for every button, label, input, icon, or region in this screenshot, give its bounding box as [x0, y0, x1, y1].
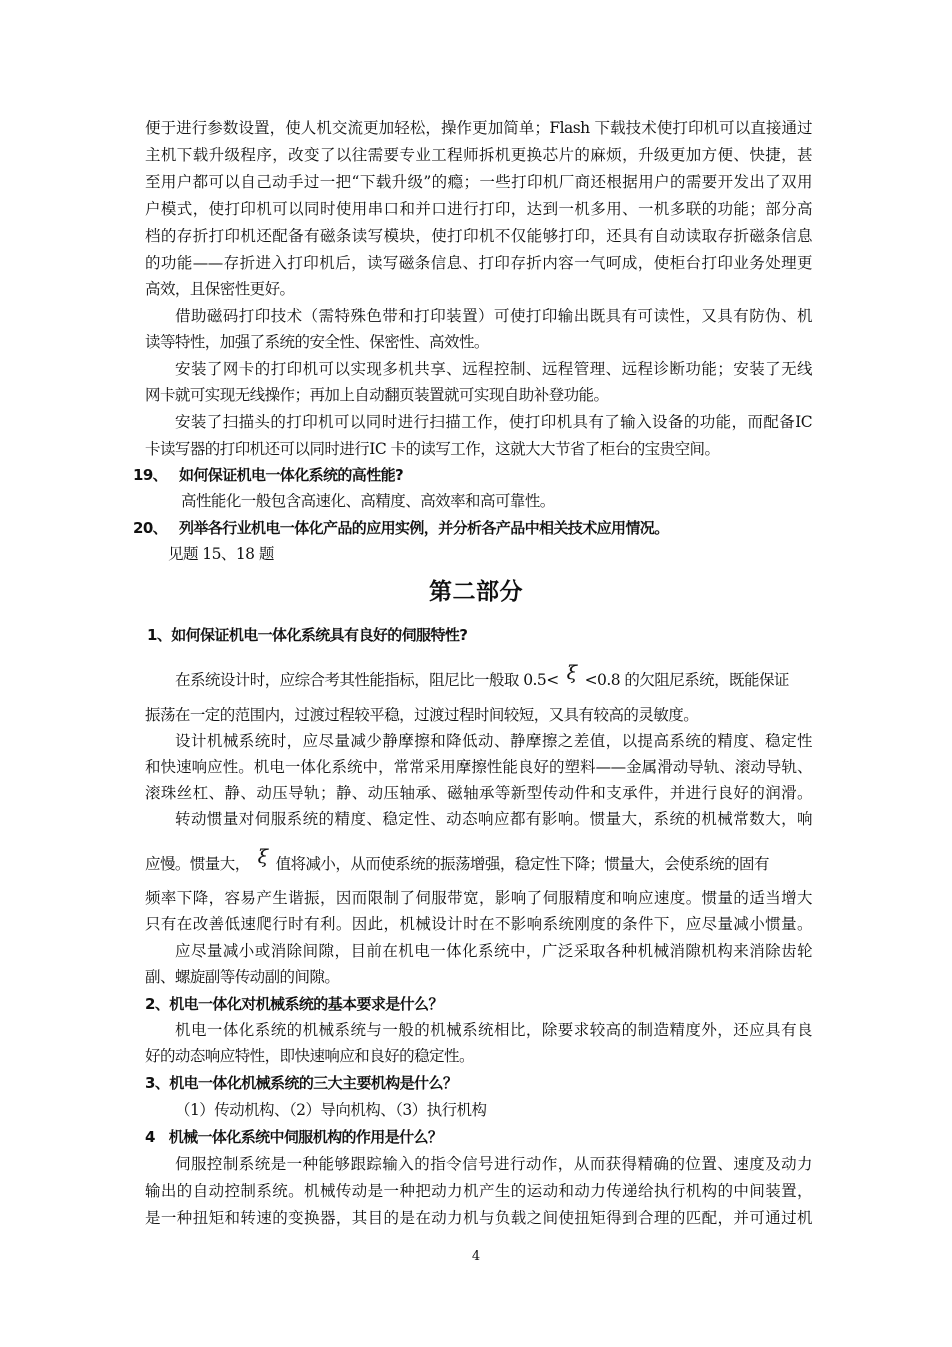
- text-line: 借助磁码打印技术（需特殊色带和打印装置）可使打印输出既具有可读性，又具有防伪、机: [175, 307, 812, 325]
- text-line: 机电一体化系统的机械系统与一般的机械系统相比，除要求较高的制造精度外，还应具有良: [175, 1021, 812, 1039]
- text-line: [175, 662, 812, 696]
- text-line: 转动惯量对伺服系统的精度、稳定性、动态响应都有影响。惯量大，系统的机械常数大，响: [175, 810, 812, 828]
- text-line: 至用户都可以自己动手过一把“下载升级”的瘾；一些打印机厂商还根据用户的需要开发出了双用: [145, 173, 812, 191]
- text-line: 设计机械系统时，应尽量减少静摩擦和降低动、静摩擦之差值，以提高系统的精度、稳定性: [175, 732, 812, 750]
- text-line: 便于进行参数设置，使人机交流更加轻松，操作更加简单；Flash 下载技术使打印机可以直接通过: [145, 119, 812, 137]
- answer-19: 高性能化一般包含高速化、高精度、高效率和高可靠性。: [181, 492, 555, 510]
- text-line: 安装了网卡的打印机可以实现多机共享、远程控制、远程管理、远程诊断功能；安装了无线: [175, 360, 812, 378]
- section-2-question: 2、机电一体化对机械系统的基本要求是什么？: [145, 995, 443, 1013]
- section-1-question: 1、如何保证机电一体化系统具有良好的伺服特性?: [147, 626, 468, 644]
- text-line: 户模式，使打印机可以同时使用串口和并口进行打印，达到一机多用、一机多联的功能；部分高: [145, 200, 812, 218]
- answer-3: （1）传动机构、（2）导向机构、（3）执行机构: [175, 1101, 487, 1119]
- text-line: 和快速响应性。机电一体化系统中，常常采用摩擦性能良好的塑料——金属滑动导轨、滚动导轨、: [145, 758, 812, 776]
- text-line: 只有在改善低速爬行时有利。因此，机械设计时在不影响系统刚度的条件下，应尽量减小惯量。: [145, 915, 812, 933]
- text-line: 滚珠丝杠、静、动压导轨；静、动压轴承、磁轴承等新型传动件和支承件，并进行良好的润滑。: [145, 784, 812, 802]
- answer-20: 见题 15、18 题: [168, 545, 274, 563]
- text-line: 好的动态响应特性，即快速响应和良好的稳定性。: [145, 1047, 474, 1065]
- page-number: 4: [471, 1249, 481, 1264]
- text-fragment: <0.8 的欠阻尼系统，既能保证: [584, 671, 789, 689]
- text-fragment: 应慢。惯量大，: [145, 855, 250, 873]
- section-4-question: 4 机械一体化系统中伺服机构的作用是什么？: [145, 1128, 443, 1146]
- text-line: 高效，且保密性更好。: [145, 280, 295, 298]
- text-line: 伺服控制系统是一种能够跟踪输入的指令信号进行动作，从而获得精确的位置、速度及动力: [175, 1155, 812, 1173]
- text-fragment: 值将减小，从而使系统的振荡增强，稳定性下降；惯量大，会使系统的固有: [275, 855, 769, 873]
- text-fragment: 在系统设计时，应综合考其性能指标，阻尼比一般取 0.5<: [175, 671, 559, 689]
- text-line: 档的存折打印机还配备有磁条读写模块，使打印机不仅能够打印，还具有自动读取存折磁条信息: [145, 227, 812, 245]
- text-line: [145, 846, 812, 880]
- section-3-question: 3、机电一体化机械系统的三大主要机构是什么？: [145, 1074, 458, 1092]
- text-line: 主机下载升级程序，改变了以往需要专业工程师拆机更换芯片的麻烦，升级更加方便、快捷，甚: [145, 146, 812, 164]
- question-text: 如何保证机电一体化系统的高性能?: [179, 466, 404, 484]
- question-text: 列举各行业机电一体化产品的应用实例，并分析各产品中相关技术应用情况。: [179, 519, 669, 537]
- text-line: 读等特性，加强了系统的安全性、保密性、高效性。: [145, 333, 489, 351]
- text-line: 频率下降，容易产生谐振，因而限制了伺服带宽，影响了伺服精度和响应速度。惯量的适当增大: [145, 889, 812, 907]
- text-line: 是一种扭矩和转速的变换器，其目的是在动力机与负载之间使扭矩得到合理的匹配，并可通过机: [145, 1209, 812, 1227]
- text-line: 副、螺旋副等传动副的间隙。: [145, 968, 340, 986]
- text-line: 卡读写器的打印机还可以同时进行IC 卡的读写工作，这就大大节省了柜台的宝贵空间。: [145, 440, 720, 458]
- text-line: 输出的自动控制系统。机械传动是一种把动力机产生的运动和动力传递给执行机构的中间装置，: [145, 1182, 812, 1200]
- question-20-heading: [133, 515, 813, 541]
- question-number: 20、: [133, 519, 168, 537]
- question-number: 19、: [133, 466, 168, 484]
- text-line: 应尽量减小或消除间隙，目前在机电一体化系统中，广泛采取各种机械消隙机构来消除齿轮: [175, 942, 812, 960]
- question-19-heading: [133, 462, 813, 488]
- text-line: 的功能——存折进入打印机后，读写磁条信息、打印存折内容一气呵成，使柜台打印业务处理更: [145, 254, 812, 272]
- xi-symbol: ξ: [257, 846, 268, 868]
- text-line: 振荡在一定的范围内，过渡过程较平稳，过渡过程时间较短，又具有较高的灵敏度。: [145, 706, 699, 724]
- xi-symbol: ξ: [566, 662, 577, 684]
- part-title: 第二部分: [429, 579, 523, 605]
- text-line: 网卡就可实现无线操作；再加上自动翻页装置就可实现自助补登功能。: [145, 386, 609, 404]
- text-line: 安装了扫描头的打印机可以同时进行扫描工作，使打印机具有了输入设备的功能，而配备IC: [175, 413, 812, 431]
